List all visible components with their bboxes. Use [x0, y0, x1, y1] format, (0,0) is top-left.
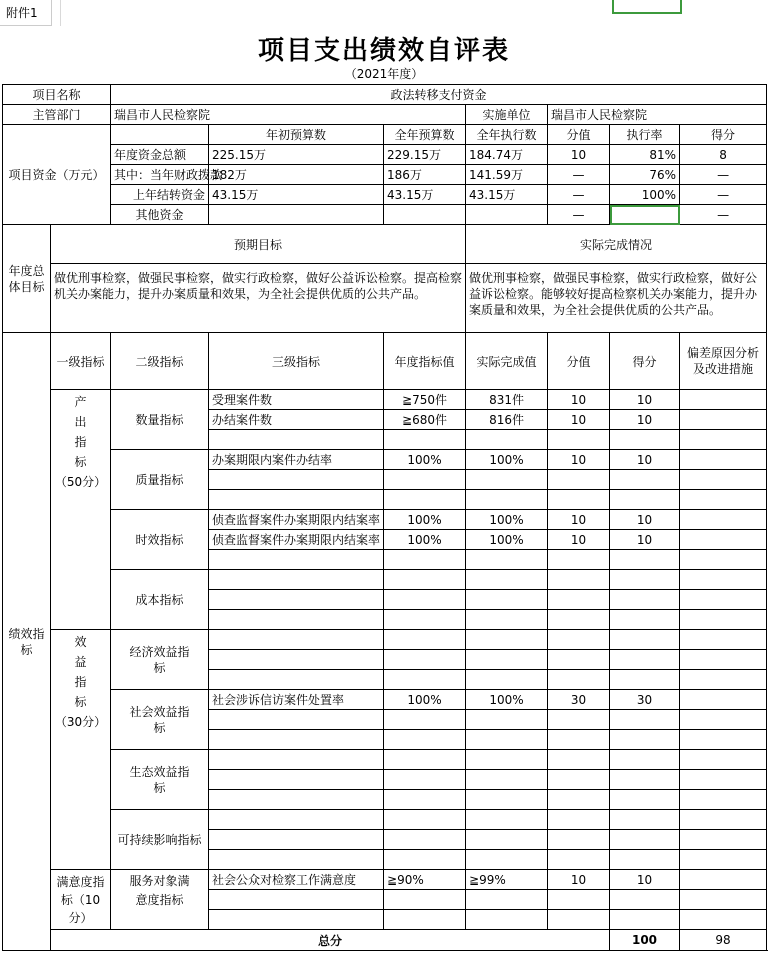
indicator-value[interactable]: 10	[548, 410, 610, 430]
indicator-value[interactable]: 10	[548, 530, 610, 550]
empty-cell[interactable]	[466, 490, 548, 510]
fund-value[interactable]: 10	[548, 145, 610, 165]
fund-annual[interactable]: 229.15万	[384, 145, 466, 165]
initial-budget-header[interactable]: 年初预算数	[209, 125, 384, 145]
dept-value[interactable]: 瑞昌市人民检察院	[111, 105, 466, 125]
empty-cell[interactable]	[466, 710, 548, 730]
empty-cell[interactable]	[610, 630, 680, 650]
empty-cell[interactable]	[610, 810, 680, 830]
empty-cell[interactable]	[466, 430, 548, 450]
indicator-analysis[interactable]	[680, 450, 767, 470]
indicator-name[interactable]: 办结案件数	[209, 410, 384, 430]
indicator-name[interactable]: 侦查监督案件办案期限内结案率	[209, 510, 384, 530]
empty-cell[interactable]	[548, 590, 610, 610]
fund-initial[interactable]	[209, 205, 384, 225]
selected-cell-marker	[612, 0, 682, 14]
indicator-target[interactable]: 100%	[384, 530, 466, 550]
indicator-actual[interactable]: ≧99%	[466, 870, 548, 890]
empty-cell[interactable]	[610, 770, 680, 790]
empty-cell[interactable]	[466, 750, 548, 770]
empty-cell[interactable]	[610, 830, 680, 850]
fund-row-name[interactable]: 其中：当年财政拨款	[111, 165, 209, 185]
empty-cell[interactable]	[384, 790, 466, 810]
empty-cell[interactable]	[548, 470, 610, 490]
fund-row-name[interactable]: 年度资金总额	[111, 145, 209, 165]
empty-cell[interactable]	[209, 730, 384, 750]
indicator-value[interactable]: 10	[548, 390, 610, 410]
empty-cell[interactable]	[209, 810, 384, 830]
attachment-label[interactable]: 附件1	[0, 0, 52, 26]
empty-cell[interactable]	[610, 490, 680, 510]
fund-exec[interactable]: 141.59万	[466, 165, 548, 185]
empty-cell[interactable]	[548, 910, 610, 930]
actual-header[interactable]: 实际完成情况	[466, 225, 767, 264]
empty-cell[interactable]	[384, 630, 466, 650]
empty-cell[interactable]	[680, 730, 767, 750]
empty-cell[interactable]	[680, 490, 767, 510]
empty-cell[interactable]	[680, 430, 767, 450]
empty-cell[interactable]	[548, 710, 610, 730]
empty-cell[interactable]	[680, 830, 767, 850]
fund-value[interactable]: —	[548, 185, 610, 205]
sheet-gridline	[60, 0, 61, 26]
actual-value-header[interactable]: 实际完成值	[466, 333, 548, 390]
empty-cell[interactable]	[548, 650, 610, 670]
empty-cell[interactable]	[466, 590, 548, 610]
indicator-name[interactable]: 社会涉诉信访案件处置率	[209, 690, 384, 710]
empty-cell[interactable]	[548, 610, 610, 630]
fund-initial[interactable]: 43.15万	[209, 185, 384, 205]
perf-indicator-label[interactable]: 绩效指标	[3, 333, 51, 951]
empty-cell[interactable]	[209, 630, 384, 650]
empty-cell[interactable]	[466, 730, 548, 750]
empty-cell[interactable]	[680, 650, 767, 670]
empty-cell[interactable]	[384, 750, 466, 770]
empty-cell[interactable]	[610, 790, 680, 810]
empty-cell[interactable]	[466, 850, 548, 870]
indicator-name[interactable]: 社会公众对检察工作满意度	[209, 870, 384, 890]
empty-cell[interactable]	[548, 750, 610, 770]
total-value[interactable]: 100	[610, 930, 680, 951]
empty-cell[interactable]	[209, 470, 384, 490]
empty-cell[interactable]	[610, 470, 680, 490]
fund-header-blank[interactable]	[111, 125, 209, 145]
empty-cell[interactable]	[384, 590, 466, 610]
empty-cell[interactable]	[680, 670, 767, 690]
indicator-value[interactable]: 10	[548, 450, 610, 470]
empty-cell[interactable]	[466, 610, 548, 630]
empty-cell[interactable]	[610, 910, 680, 930]
empty-cell[interactable]	[680, 810, 767, 830]
benefit-points: （30分）	[54, 715, 107, 729]
fund-row-name[interactable]: 其他资金	[111, 205, 209, 225]
indicator-score[interactable]: 10	[610, 530, 680, 550]
indicator-target[interactable]: 100%	[384, 450, 466, 470]
indicator-analysis[interactable]	[680, 390, 767, 410]
empty-cell[interactable]	[466, 830, 548, 850]
empty-cell[interactable]	[209, 790, 384, 810]
empty-cell[interactable]	[680, 850, 767, 870]
empty-cell[interactable]	[548, 430, 610, 450]
empty-cell[interactable]	[680, 910, 767, 930]
project-name-value[interactable]: 政法转移支付资金	[111, 85, 767, 105]
empty-cell[interactable]	[610, 750, 680, 770]
empty-cell[interactable]	[209, 490, 384, 510]
page-title: 项目支出绩效自评表	[257, 36, 510, 66]
fund-score[interactable]: —	[680, 165, 767, 185]
empty-cell[interactable]	[548, 550, 610, 570]
analysis-header[interactable]: 偏差原因分析及改进措施	[680, 333, 767, 390]
output-char: 产	[74, 395, 87, 409]
empty-cell[interactable]	[610, 550, 680, 570]
empty-cell[interactable]	[680, 550, 767, 570]
indicator-value[interactable]: 10	[548, 510, 610, 530]
fund-annual[interactable]: 186万	[384, 165, 466, 185]
value-header[interactable]: 分值	[548, 333, 610, 390]
empty-cell[interactable]	[548, 570, 610, 590]
empty-cell[interactable]	[548, 830, 610, 850]
empty-cell[interactable]	[680, 470, 767, 490]
empty-cell[interactable]	[384, 610, 466, 630]
indicator-analysis[interactable]	[680, 530, 767, 550]
fund-score[interactable]: —	[680, 205, 767, 225]
empty-cell[interactable]	[209, 750, 384, 770]
indicator-score[interactable]: 30	[610, 690, 680, 710]
indicator-score[interactable]: 10	[610, 450, 680, 470]
indicator-target[interactable]: 100%	[384, 690, 466, 710]
empty-cell[interactable]	[548, 630, 610, 650]
score-header-2[interactable]: 得分	[610, 333, 680, 390]
quality-indicator[interactable]: 质量指标	[111, 450, 209, 510]
empty-cell[interactable]	[680, 890, 767, 910]
impl-unit-label[interactable]: 实施单位	[466, 105, 548, 125]
timeliness-indicator[interactable]: 时效指标	[111, 510, 209, 570]
score-value-header[interactable]: 分值	[548, 125, 610, 145]
empty-cell[interactable]	[610, 610, 680, 630]
fund-initial[interactable]: 182万	[209, 165, 384, 185]
empty-cell[interactable]	[384, 490, 466, 510]
empty-cell[interactable]	[384, 890, 466, 910]
indicator-actual[interactable]: 100%	[466, 450, 548, 470]
ecological-indicator[interactable]: 生态效益指标	[111, 750, 209, 810]
lvl1-header[interactable]: 一级指标	[51, 333, 111, 390]
fund-score[interactable]: 8	[680, 145, 767, 165]
indicator-value[interactable]: 10	[548, 870, 610, 890]
benefit-char: 效	[74, 635, 87, 649]
economic-indicator[interactable]: 经济效益指标	[111, 630, 209, 690]
empty-cell[interactable]	[466, 910, 548, 930]
fund-value[interactable]: —	[548, 165, 610, 185]
empty-cell[interactable]	[466, 650, 548, 670]
fund-rate[interactable]: 81%	[610, 145, 680, 165]
empty-cell[interactable]	[548, 730, 610, 750]
impl-unit-value[interactable]: 瑞昌市人民检察院	[548, 105, 767, 125]
fund-score[interactable]: —	[680, 185, 767, 205]
indicator-actual[interactable]: 831件	[466, 390, 548, 410]
empty-cell[interactable]	[610, 430, 680, 450]
benefit-char: 指	[74, 675, 87, 689]
indicator-score[interactable]: 10	[610, 870, 680, 890]
indicator-target[interactable]: 100%	[384, 510, 466, 530]
indicator-target[interactable]: ≧90%	[384, 870, 466, 890]
total-label[interactable]: 总分	[51, 930, 610, 951]
empty-cell[interactable]	[384, 830, 466, 850]
empty-cell[interactable]	[384, 550, 466, 570]
fund-rate[interactable]: 100%	[610, 185, 680, 205]
score-header[interactable]: 得分	[680, 125, 767, 145]
empty-cell[interactable]	[548, 850, 610, 870]
empty-cell[interactable]	[384, 730, 466, 750]
empty-cell[interactable]	[466, 550, 548, 570]
empty-cell[interactable]	[384, 570, 466, 590]
empty-cell[interactable]	[384, 430, 466, 450]
empty-cell[interactable]	[209, 430, 384, 450]
empty-cell[interactable]	[610, 570, 680, 590]
indicator-analysis[interactable]	[680, 690, 767, 710]
empty-cell[interactable]	[466, 810, 548, 830]
indicator-score[interactable]: 10	[610, 390, 680, 410]
dept-label[interactable]: 主管部门	[3, 105, 111, 125]
output-indicator-cell[interactable]	[51, 390, 111, 630]
benefit-char: 标	[74, 695, 87, 709]
indicator-target[interactable]: ≧680件	[384, 410, 466, 430]
empty-cell[interactable]	[610, 730, 680, 750]
empty-cell[interactable]	[680, 590, 767, 610]
empty-cell[interactable]	[680, 630, 767, 650]
social-indicator[interactable]: 社会效益指标	[111, 690, 209, 750]
total-score[interactable]: 98	[680, 930, 767, 951]
sustainability-indicator[interactable]: 可持续影响指标	[111, 810, 209, 870]
empty-cell[interactable]	[680, 790, 767, 810]
empty-cell[interactable]	[680, 750, 767, 770]
empty-cell[interactable]	[209, 650, 384, 670]
exec-rate-header[interactable]: 执行率	[610, 125, 680, 145]
empty-cell[interactable]	[209, 830, 384, 850]
fund-rate-selected-cell[interactable]	[610, 205, 680, 225]
annual-value-header[interactable]: 年度指标值	[384, 333, 466, 390]
empty-cell[interactable]	[548, 490, 610, 510]
actual-goal-text[interactable]: 做优刑事检察，做强民事检察，做实行政检察，做好公益诉讼检察。能够较好提高检察机关办案能力，提升办案质量和效果，为全社会提供优质的公共产品。	[466, 264, 767, 333]
indicator-actual[interactable]: 816件	[466, 410, 548, 430]
indicator-analysis[interactable]	[680, 410, 767, 430]
empty-cell[interactable]	[384, 470, 466, 490]
empty-cell[interactable]	[384, 710, 466, 730]
quantity-indicator[interactable]: 数量指标	[111, 390, 209, 450]
empty-cell[interactable]	[384, 670, 466, 690]
fund-rate[interactable]: 76%	[610, 165, 680, 185]
fund-initial[interactable]: 225.15万	[209, 145, 384, 165]
empty-cell[interactable]	[384, 770, 466, 790]
empty-cell[interactable]	[384, 650, 466, 670]
empty-cell[interactable]	[209, 570, 384, 590]
project-name-label[interactable]: 项目名称	[3, 85, 111, 105]
indicator-actual[interactable]: 100%	[466, 690, 548, 710]
expected-header[interactable]: 预期目标	[51, 225, 466, 264]
indicator-analysis[interactable]	[680, 510, 767, 530]
fund-value[interactable]: —	[548, 205, 610, 225]
fund-exec[interactable]	[466, 205, 548, 225]
empty-cell[interactable]	[466, 630, 548, 650]
indicator-actual[interactable]: 100%	[466, 530, 548, 550]
empty-cell[interactable]	[466, 770, 548, 790]
output-char: 出	[74, 415, 87, 429]
expected-goal-text[interactable]: 做优刑事检察，做强民事检察，做实行政检察，做好公益诉讼检察。提高检察机关办案能力，提升办案质量和效果，为全社会提供优质的公共产品。	[51, 264, 466, 333]
empty-cell[interactable]	[466, 670, 548, 690]
empty-cell[interactable]	[466, 790, 548, 810]
empty-cell[interactable]	[384, 810, 466, 830]
empty-cell[interactable]	[548, 670, 610, 690]
empty-cell[interactable]	[209, 910, 384, 930]
fund-exec[interactable]: 184.74万	[466, 145, 548, 165]
indicator-actual[interactable]: 100%	[466, 510, 548, 530]
empty-cell[interactable]	[610, 650, 680, 670]
year-label: （2021年度）	[344, 67, 424, 81]
self-evaluation-table	[2, 84, 767, 951]
empty-cell[interactable]	[466, 570, 548, 590]
indicator-target[interactable]: ≧750件	[384, 390, 466, 410]
fund-exec[interactable]: 43.15万	[466, 185, 548, 205]
empty-cell[interactable]	[209, 670, 384, 690]
empty-cell[interactable]	[548, 790, 610, 810]
indicator-name[interactable]: 办案期限内案件办结率	[209, 450, 384, 470]
lvl2-header[interactable]: 二级指标	[111, 333, 209, 390]
empty-cell[interactable]	[610, 590, 680, 610]
annual-exec-header[interactable]: 全年执行数	[466, 125, 548, 145]
output-char: 指	[74, 435, 87, 449]
benefit-indicator-cell[interactable]	[51, 630, 111, 870]
indicator-name[interactable]: 受理案件数	[209, 390, 384, 410]
empty-cell[interactable]	[209, 850, 384, 870]
empty-cell[interactable]	[610, 670, 680, 690]
empty-cell[interactable]	[610, 850, 680, 870]
indicator-value[interactable]: 30	[548, 690, 610, 710]
empty-cell[interactable]	[209, 890, 384, 910]
empty-cell[interactable]	[384, 850, 466, 870]
empty-cell[interactable]	[209, 590, 384, 610]
lvl3-header[interactable]: 三级指标	[209, 333, 384, 390]
indicator-score[interactable]: 10	[610, 510, 680, 530]
indicator-name[interactable]: 侦查监督案件办案期限内结案率	[209, 530, 384, 550]
empty-cell[interactable]	[610, 710, 680, 730]
output-points: （50分）	[54, 475, 107, 489]
empty-cell[interactable]	[209, 710, 384, 730]
satisfaction-indicator[interactable]: 满意度指标（10分）	[51, 870, 111, 930]
annual-goal-label[interactable]: 年度总体目标	[3, 225, 51, 333]
cost-indicator[interactable]: 成本指标	[111, 570, 209, 630]
empty-cell[interactable]	[466, 890, 548, 910]
fund-annual[interactable]: 43.15万	[384, 185, 466, 205]
indicator-score[interactable]: 10	[610, 410, 680, 430]
empty-cell[interactable]	[548, 770, 610, 790]
empty-cell[interactable]	[209, 610, 384, 630]
empty-cell[interactable]	[466, 470, 548, 490]
empty-cell[interactable]	[548, 810, 610, 830]
service-satisfaction-indicator[interactable]: 服务对象满意度指标	[111, 870, 209, 930]
empty-cell[interactable]	[209, 770, 384, 790]
empty-cell[interactable]	[610, 890, 680, 910]
fund-row-name[interactable]: 上年结转资金	[111, 185, 209, 205]
empty-cell[interactable]	[680, 770, 767, 790]
empty-cell[interactable]	[680, 570, 767, 590]
empty-cell[interactable]	[548, 890, 610, 910]
empty-cell[interactable]	[384, 910, 466, 930]
fund-label[interactable]: 项目资金（万元）	[3, 125, 111, 225]
fund-annual[interactable]	[384, 205, 466, 225]
output-char: 标	[74, 455, 87, 469]
empty-cell[interactable]	[680, 610, 767, 630]
indicator-analysis[interactable]	[680, 870, 767, 890]
empty-cell[interactable]	[209, 550, 384, 570]
benefit-char: 益	[74, 655, 87, 669]
annual-budget-header[interactable]: 全年预算数	[384, 125, 466, 145]
empty-cell[interactable]	[680, 710, 767, 730]
